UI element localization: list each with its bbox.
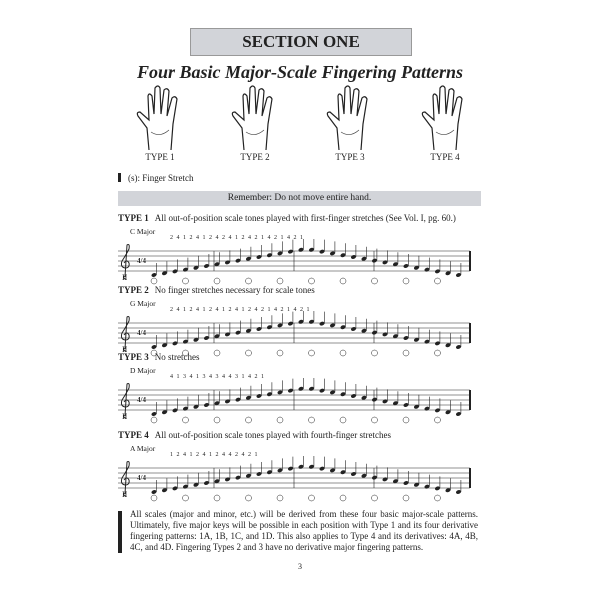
type-label: TYPE 4 (118, 430, 149, 440)
string-number (214, 350, 220, 356)
type-label: TYPE 3 (118, 352, 149, 362)
fingering-numbers: 1 2 4 1 2 4 1 2 4 4 2 4 2 1 (170, 452, 258, 458)
string-number (151, 417, 157, 423)
type-label: TYPE 1 (118, 213, 149, 223)
string-number (372, 350, 378, 356)
section-heading: SECTION ONE (190, 28, 412, 56)
string-number (435, 417, 441, 423)
type-description: No finger stretches necessary for scale tones (154, 285, 315, 295)
explanation-paragraph: All scales (major and minor, etc.) will be derived from these four basic major-scale patterns. Ultimately, five major keys will be possible in each position with Type 1 and its four derivative fingering patterns: 1A, 1B, 1C, and 1D. This also applies to Type 4 and its derivatives: 4A, 4B, 4C, and 4D. Fingering Types 2 and 3 have no derivative major fingering patterns. (130, 509, 478, 552)
string-number (340, 350, 346, 356)
string-number (309, 495, 315, 501)
string-number (403, 495, 409, 501)
key-label: A Major (130, 444, 156, 453)
time-signature: 4/4 (137, 474, 146, 482)
music-staff (114, 378, 474, 426)
string-number (340, 417, 346, 423)
finger-stretch-legend: (s): Finger Stretch (128, 173, 194, 183)
fingering-numbers: 2 4 1 2 4 1 2 4 2 4 1 2 4 2 1 4 2 1 4 2 1 (170, 235, 303, 241)
string-number (435, 495, 441, 501)
time-signature: 4/4 (137, 257, 146, 265)
legend-marker (118, 173, 121, 182)
string-number (214, 417, 220, 423)
hand-type-label: TYPE 3 (335, 152, 365, 162)
string-number (151, 278, 157, 284)
hand-illustration (135, 84, 185, 152)
time-signature: 4/4 (137, 396, 146, 404)
string-number (277, 417, 283, 423)
string-number (435, 278, 441, 284)
string-number (309, 417, 315, 423)
page-number: 3 (298, 562, 302, 571)
fingering-numbers: 4 1 3 4 1 3 4 3 4 4 3 1 4 2 1 (170, 374, 264, 380)
type-description: No stretches (154, 352, 200, 362)
position-label: II (122, 273, 128, 282)
string-number (309, 350, 315, 356)
string-number (246, 495, 252, 501)
string-number (277, 495, 283, 501)
hand-type-label: TYPE 2 (240, 152, 270, 162)
type-heading (118, 285, 315, 295)
key-label: C Major (130, 227, 156, 236)
fingering-numbers: 2 4 1 2 4 1 2 4 1 2 4 1 2 4 2 1 4 2 1 4 2 1 (170, 307, 310, 313)
position-label: II (122, 490, 128, 499)
string-number (403, 350, 409, 356)
type-description: All out-of-position scale tones played with first-finger stretches (See Vol. I, pg. 60.) (154, 213, 456, 223)
string-number (340, 495, 346, 501)
type-heading (118, 352, 200, 362)
string-number (435, 350, 441, 356)
string-number (183, 495, 189, 501)
string-number (403, 278, 409, 284)
type-heading (118, 213, 456, 223)
position-label: II (122, 345, 128, 354)
hand-type-label: TYPE 1 (145, 152, 175, 162)
string-number (277, 350, 283, 356)
music-staff (114, 239, 474, 287)
hand-type-label: TYPE 4 (430, 152, 460, 162)
string-number (151, 495, 157, 501)
string-number (246, 350, 252, 356)
string-number (403, 417, 409, 423)
string-number (309, 278, 315, 284)
type-description: All out-of-position scale tones played with fourth-finger stretches (154, 430, 391, 440)
key-label: G Major (130, 299, 156, 308)
string-number (372, 495, 378, 501)
reminder-banner: Remember: Do not move entire hand. (118, 191, 481, 206)
string-number (246, 278, 252, 284)
paragraph-bar (118, 511, 122, 553)
key-label: D Major (130, 366, 156, 375)
string-number (372, 417, 378, 423)
music-staff (114, 456, 474, 504)
hand-illustration (325, 84, 375, 152)
string-number (372, 278, 378, 284)
string-number (183, 278, 189, 284)
string-number (277, 278, 283, 284)
string-number (183, 417, 189, 423)
string-number (214, 278, 220, 284)
type-heading (118, 430, 391, 440)
hand-illustration (230, 84, 280, 152)
hand-illustration (420, 84, 470, 152)
type-label: TYPE 2 (118, 285, 149, 295)
string-number (246, 417, 252, 423)
time-signature: 4/4 (137, 329, 146, 337)
string-number (340, 278, 346, 284)
page-title: Four Basic Major-Scale Fingering Patterns (136, 62, 464, 82)
string-number (214, 495, 220, 501)
position-label: II (122, 412, 128, 421)
